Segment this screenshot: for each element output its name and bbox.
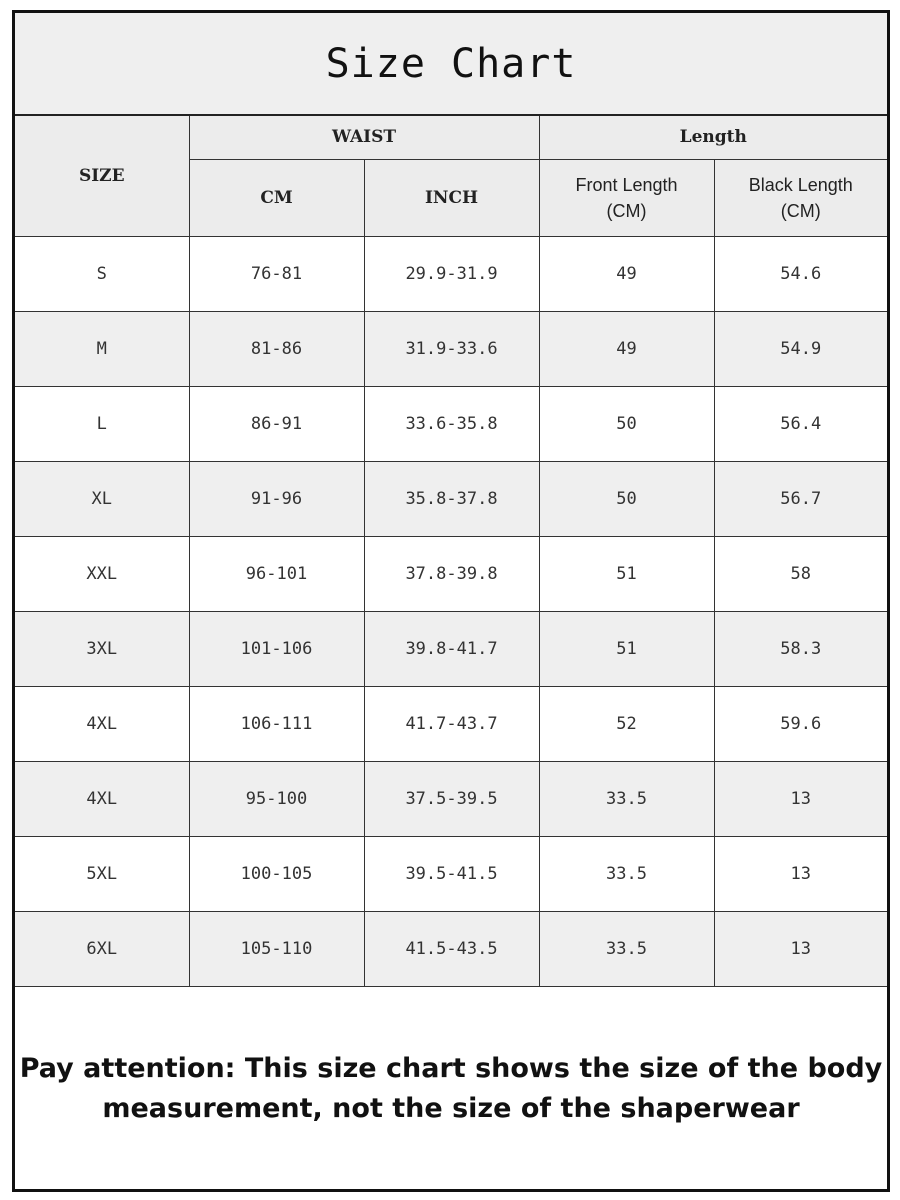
cell-size: XL [15,461,189,536]
cell-waist-inch: 35.8-37.8 [364,461,539,536]
header-back-length-label: Black Length [748,174,853,195]
table-row [15,461,887,536]
cell-front-length: 49 [539,236,714,311]
table-row [15,686,887,761]
cell-size: 6XL [15,911,189,986]
cell-back-length: 56.7 [714,461,887,536]
table-row [15,611,887,686]
note-line-2: measurement, not the size of the shaperwear [102,1093,800,1124]
cell-front-length: 51 [539,611,714,686]
table-row [15,311,887,386]
cell-back-length: 59.6 [714,686,887,761]
header-front-length-unit: (CM) [606,200,647,221]
header-size: SIZE [15,116,189,236]
header-waist-inch: INCH [364,159,539,236]
cell-waist-inch: 39.5-41.5 [364,836,539,911]
header-length: Length [539,116,887,159]
cell-waist-cm: 81-86 [189,311,364,386]
cell-back-length: 13 [714,761,887,836]
attention-note [15,989,887,1189]
cell-waist-cm: 106-111 [189,686,364,761]
header-waist: WAIST [189,116,539,159]
header-front-length [539,159,714,236]
cell-size: S [15,236,189,311]
cell-back-length: 58 [714,536,887,611]
header-row-1 [15,116,887,159]
cell-back-length: 54.9 [714,311,887,386]
cell-back-length: 13 [714,911,887,986]
cell-size: 4XL [15,686,189,761]
cell-waist-inch: 33.6-35.8 [364,386,539,461]
cell-front-length: 50 [539,386,714,461]
title-bar [15,13,887,116]
cell-waist-cm: 95-100 [189,761,364,836]
cell-size: L [15,386,189,461]
cell-back-length: 58.3 [714,611,887,686]
size-table [15,116,887,987]
cell-back-length: 56.4 [714,386,887,461]
cell-waist-cm: 96-101 [189,536,364,611]
cell-back-length: 54.6 [714,236,887,311]
cell-front-length: 33.5 [539,911,714,986]
cell-front-length: 51 [539,536,714,611]
cell-waist-inch: 29.9-31.9 [364,236,539,311]
cell-waist-inch: 37.5-39.5 [364,761,539,836]
cell-waist-cm: 100-105 [189,836,364,911]
cell-front-length: 33.5 [539,761,714,836]
cell-waist-cm: 105-110 [189,911,364,986]
cell-size: M [15,311,189,386]
table-row [15,911,887,986]
cell-waist-inch: 39.8-41.7 [364,611,539,686]
cell-size: XXL [15,536,189,611]
cell-waist-inch: 41.5-43.5 [364,911,539,986]
cell-back-length: 13 [714,836,887,911]
cell-front-length: 50 [539,461,714,536]
cell-waist-cm: 86-91 [189,386,364,461]
cell-waist-inch: 31.9-33.6 [364,311,539,386]
cell-waist-cm: 91-96 [189,461,364,536]
cell-front-length: 52 [539,686,714,761]
cell-size: 4XL [15,761,189,836]
page-title: Size Chart [325,40,577,87]
header-front-length-label: Front Length [575,174,678,195]
table-row [15,236,887,311]
cell-size: 3XL [15,611,189,686]
header-back-length [714,159,887,236]
table-row [15,836,887,911]
cell-front-length: 49 [539,311,714,386]
cell-size: 5XL [15,836,189,911]
cell-front-length: 33.5 [539,836,714,911]
cell-waist-cm: 76-81 [189,236,364,311]
table-row [15,761,887,836]
cell-waist-inch: 37.8-39.8 [364,536,539,611]
header-waist-cm: CM [189,159,364,236]
table-row [15,536,887,611]
size-chart-frame [12,10,890,1192]
cell-waist-cm: 101-106 [189,611,364,686]
cell-waist-inch: 41.7-43.7 [364,686,539,761]
table-row [15,386,887,461]
header-back-length-unit: (CM) [780,200,821,221]
note-line-1: Pay attention: This size chart shows the size of the body [19,1053,883,1084]
